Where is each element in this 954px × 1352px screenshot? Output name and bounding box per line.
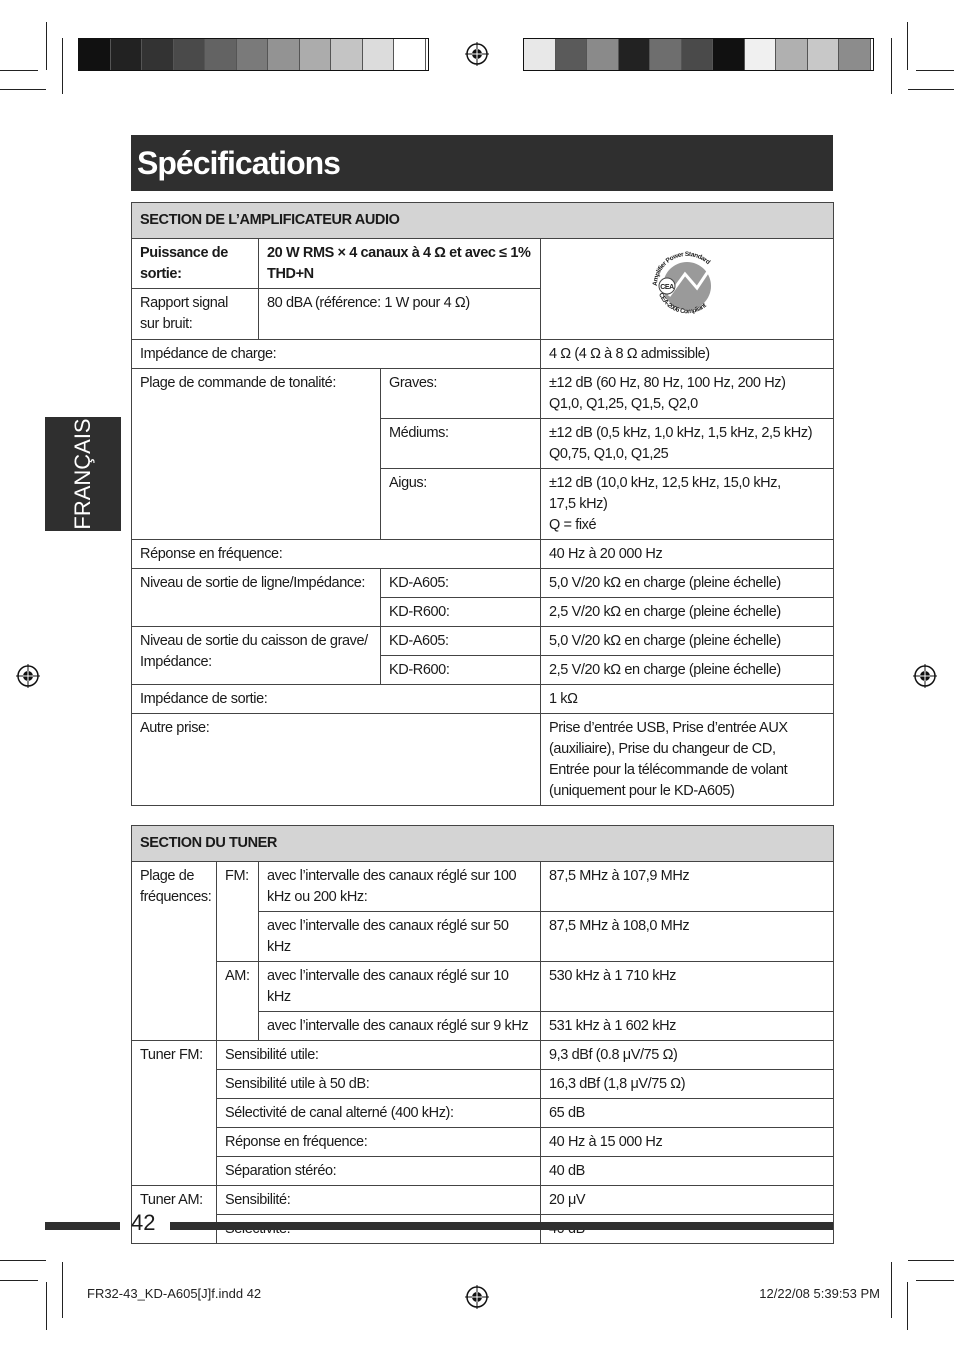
crop-mark	[46, 1282, 47, 1330]
mid-label: Médiums:	[381, 419, 541, 469]
cea-logo-cell	[541, 239, 834, 340]
bass-value-line: ±12 dB (60 Hz, 80 Hz, 100 Hz, 200 Hz)	[549, 375, 786, 391]
color-swatch	[174, 39, 206, 70]
subwoofer-out-model: KD-R600:	[381, 656, 541, 685]
fm-spec-value: 65 dB	[541, 1099, 834, 1128]
page-number: 42	[131, 1210, 156, 1235]
bass-label: Graves:	[381, 369, 541, 419]
color-swatch	[394, 39, 426, 70]
mid-value	[541, 419, 834, 469]
crop-mark	[0, 70, 38, 71]
bass-value	[541, 369, 834, 419]
other-terminal-value	[541, 714, 834, 806]
tone-control-label: Plage de commande de tonalité:	[132, 369, 381, 540]
crop-mark	[916, 1280, 954, 1281]
crop-mark	[907, 22, 908, 70]
color-bar-left	[78, 38, 429, 71]
logo-text-top: Amplifier Power Standard	[651, 250, 712, 287]
footer-rule	[45, 1222, 120, 1230]
table-row	[132, 862, 834, 912]
subwoofer-out-model: KD-A605:	[381, 627, 541, 656]
registration-mark-icon	[913, 664, 937, 688]
color-swatch	[650, 39, 682, 70]
table-row	[132, 627, 834, 656]
color-swatch	[111, 39, 143, 70]
crop-mark	[907, 1282, 908, 1330]
fm-spec-value: 9,3 dBf (0.8 μV/75 Ω)	[541, 1041, 834, 1070]
color-swatch	[808, 39, 840, 70]
line-out-value: 5,0 V/20 kΩ en charge (pleine échelle)	[541, 569, 834, 598]
color-swatch	[619, 39, 651, 70]
am-range-value: 531 kHz à 1 602 kHz	[541, 1012, 834, 1041]
am-tuner-label: Tuner AM:	[132, 1186, 217, 1244]
table-row	[132, 340, 834, 369]
section-header: SECTION DE L’AMPLIFICATEUR AUDIO	[132, 203, 834, 239]
am-range-value: 530 kHz à 1 710 kHz	[541, 962, 834, 1012]
color-swatch	[587, 39, 619, 70]
am-spacing-condition: avec l’intervalle des canaux réglé sur 10 kHz	[259, 962, 541, 1012]
crop-mark	[0, 1280, 38, 1281]
load-impedance-label: Impédance de charge:	[132, 340, 541, 369]
crop-mark	[62, 38, 63, 94]
table-row	[132, 1041, 834, 1070]
crop-mark	[916, 70, 954, 71]
crop-mark	[0, 89, 46, 90]
fm-spec-label: Sensibilité utile:	[217, 1041, 541, 1070]
cea-2006-compliant-logo-icon	[645, 244, 729, 328]
crop-mark	[891, 1262, 892, 1318]
logo-brand: CEA	[660, 284, 674, 291]
table-row	[132, 962, 834, 1012]
language-tab-label: FRANÇAIS	[70, 418, 95, 530]
table-row	[132, 569, 834, 598]
freq-response-value: 40 Hz à 20 000 Hz	[541, 540, 834, 569]
line-out-model: KD-A605:	[381, 569, 541, 598]
page-title: Spécifications	[131, 135, 833, 191]
am-spacing-condition: avec l’intervalle des canaux réglé sur 9 kHz	[259, 1012, 541, 1041]
crop-mark	[46, 22, 47, 70]
other-terminal-line: (auxiliaire), Prise du changeur de CD,	[549, 741, 776, 757]
load-impedance-value: 4 Ω (4 Ω à 8 Ω admissible)	[541, 340, 834, 369]
date-slug: 12/22/08 5:39:53 PM	[759, 1286, 880, 1301]
registration-mark-icon	[465, 42, 489, 66]
fm-tuner-label: Tuner FM:	[132, 1041, 217, 1186]
mid-q-line: Q0,75, Q1,0, Q1,25	[549, 446, 669, 462]
table-row	[132, 369, 834, 419]
fm-spacing-condition: avec l’intervalle des canaux réglé sur 100 kHz ou 200 kHz:	[259, 862, 541, 912]
fm-band-label: FM:	[217, 862, 259, 962]
table-row	[132, 1070, 834, 1099]
table-row	[132, 1186, 834, 1215]
fm-range-value: 87,5 MHz à 107,9 MHz	[541, 862, 834, 912]
freq-response-label: Réponse en fréquence:	[132, 540, 541, 569]
treble-value	[541, 469, 834, 540]
freq-range-label: Plage de fréquences:	[132, 862, 217, 1041]
registration-mark-icon	[465, 1285, 489, 1309]
power-label: Puissance de sortie:	[132, 239, 259, 289]
color-swatch	[331, 39, 363, 70]
table-row	[132, 826, 834, 862]
table-row	[132, 1157, 834, 1186]
color-swatch	[268, 39, 300, 70]
color-swatch	[839, 39, 871, 70]
color-swatch	[363, 39, 395, 70]
power-value: 20 W RMS × 4 canaux à 4 Ω et avec ≤ 1% THD+N	[259, 239, 541, 289]
footer-rule	[170, 1222, 833, 1230]
fm-spacing-condition: avec l’intervalle des canaux réglé sur 50 kHz	[259, 912, 541, 962]
crop-mark	[908, 1260, 954, 1261]
fm-range-value: 87,5 MHz à 108,0 MHz	[541, 912, 834, 962]
color-swatch	[524, 39, 556, 70]
color-swatch	[713, 39, 745, 70]
color-swatch	[300, 39, 332, 70]
amplifier-spec-table	[131, 202, 834, 806]
table-row	[132, 540, 834, 569]
color-swatch	[745, 39, 777, 70]
crop-mark	[0, 1260, 46, 1261]
other-terminal-line: Prise d’entrée USB, Prise d’entrée AUX	[549, 720, 788, 736]
treble-value-line: ±12 dB (10,0 kHz, 12,5 kHz, 15,0 kHz,	[549, 475, 781, 491]
treble-q-line: Q = fixé	[549, 517, 597, 533]
snr-value: 80 dBA (référence: 1 W pour 4 Ω)	[259, 289, 541, 340]
treble-label: Aigus:	[381, 469, 541, 540]
am-spec-value: 20 μV	[541, 1186, 834, 1215]
registration-mark-icon	[16, 664, 40, 688]
table-row	[132, 203, 834, 239]
mid-value-line: ±12 dB (0,5 kHz, 1,0 kHz, 1,5 kHz, 2,5 kHz)	[549, 425, 813, 441]
crop-mark	[891, 38, 892, 94]
fm-spec-value: 40 Hz à 15 000 Hz	[541, 1128, 834, 1157]
crop-mark	[62, 1262, 63, 1318]
fm-spec-value: 40 dB	[541, 1157, 834, 1186]
table-row	[132, 1099, 834, 1128]
logo-text-bottom: CEA-2006 Compliant	[657, 291, 708, 316]
table-row	[132, 239, 834, 289]
table-row	[132, 685, 834, 714]
color-swatch	[556, 39, 588, 70]
color-swatch	[682, 39, 714, 70]
fm-spec-label: Réponse en fréquence:	[217, 1128, 541, 1157]
section-header: SECTION DU TUNER	[132, 826, 834, 862]
table-row	[132, 1128, 834, 1157]
color-swatch	[205, 39, 237, 70]
subwoofer-out-label: Niveau de sortie du caisson de grave/ Impédance:	[132, 627, 381, 685]
color-swatch	[142, 39, 174, 70]
fm-spec-label: Sensibilité utile à 50 dB:	[217, 1070, 541, 1099]
line-out-model: KD-R600:	[381, 598, 541, 627]
tuner-spec-table	[131, 825, 834, 1244]
subwoofer-out-value: 5,0 V/20 kΩ en charge (pleine échelle)	[541, 627, 834, 656]
color-swatch	[237, 39, 269, 70]
other-terminal-line: (uniquement pour le KD-A605)	[549, 783, 735, 799]
fm-spec-label: Sélectivité de canal alterné (400 kHz):	[217, 1099, 541, 1128]
other-terminal-line: Entrée pour la télécommande de volant	[549, 762, 788, 778]
color-bar-right	[523, 38, 874, 71]
subwoofer-out-value: 2,5 V/20 kΩ en charge (pleine échelle)	[541, 656, 834, 685]
bass-q-line: Q1,0, Q1,25, Q1,5, Q2,0	[549, 396, 698, 412]
am-band-label: AM:	[217, 962, 259, 1041]
output-impedance-value: 1 kΩ	[541, 685, 834, 714]
color-swatch	[776, 39, 808, 70]
snr-label: Rapport signal sur bruit:	[132, 289, 259, 340]
color-swatch	[79, 39, 111, 70]
fm-spec-label: Séparation stéréo:	[217, 1157, 541, 1186]
fm-spec-value: 16,3 dBf (1,8 μV/75 Ω)	[541, 1070, 834, 1099]
other-terminal-label: Autre prise:	[132, 714, 541, 806]
output-impedance-label: Impédance de sortie:	[132, 685, 541, 714]
treble-value-line: 17,5 kHz)	[549, 496, 608, 512]
line-out-label: Niveau de sortie de ligne/Impédance:	[132, 569, 381, 627]
am-spec-label: Sensibilité:	[217, 1186, 541, 1215]
line-out-value: 2,5 V/20 kΩ en charge (pleine échelle)	[541, 598, 834, 627]
language-tab	[45, 417, 121, 531]
table-row	[132, 714, 834, 806]
file-slug: FR32-43_KD-A605[J]f.indd 42	[87, 1286, 262, 1301]
crop-mark	[908, 89, 954, 90]
